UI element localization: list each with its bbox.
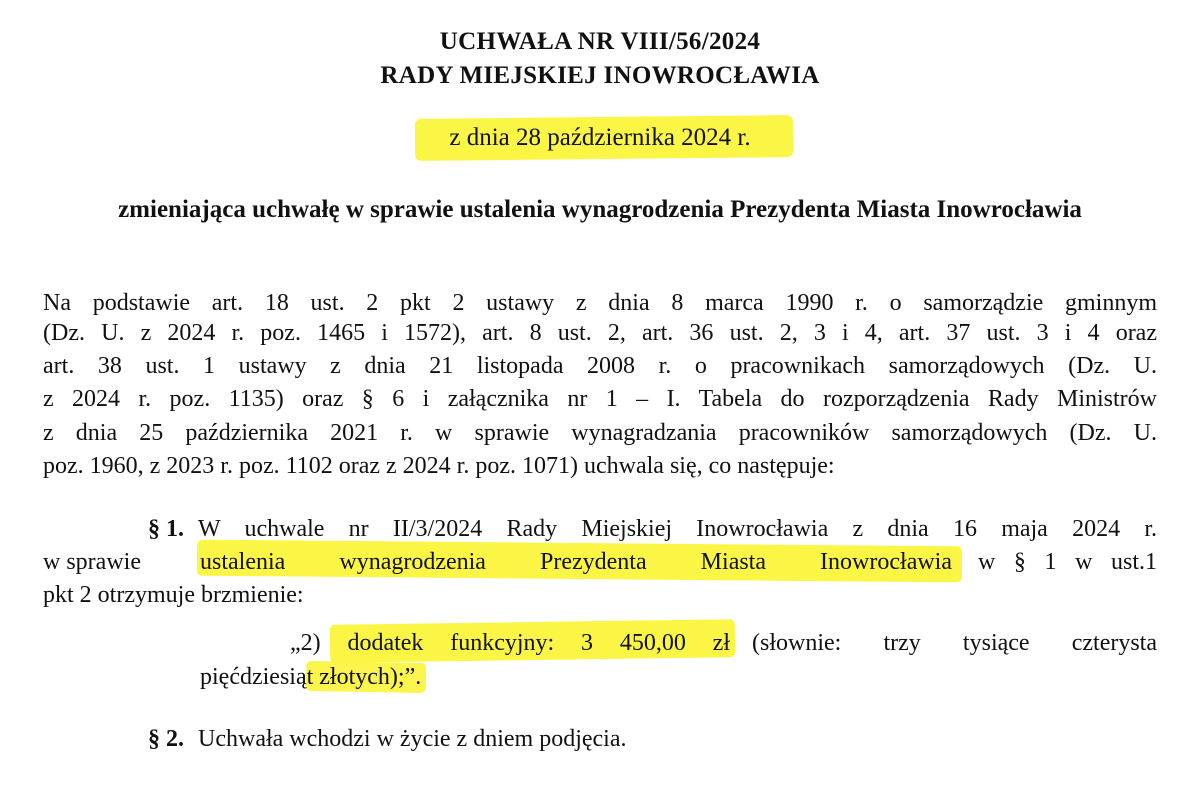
paragraph-2-text: Uchwała wchodzi w życie z dniem podjęcia. [198, 726, 627, 752]
paragraph-1-text: w § 1 w ust.1 [978, 549, 1157, 575]
allowance-words: (słownie: trzy tysiące czterysta [752, 630, 1157, 656]
resolution-number: UCHWAŁA NR VIII/56/2024 [439, 28, 761, 55]
preamble-line: z dnia 25 października 2021 r. w sprawie wynagradzania pracowników samorządowych (Dz. U. [43, 420, 1157, 446]
paragraph-1-mark: § 1. [148, 516, 184, 542]
paragraph-1-line: W uchwale nr II/3/2024 Rady Miejskiej Inowrocławia z dnia 16 maja 2024 r. [198, 516, 1157, 542]
paragraph-2-mark: § 2. [148, 726, 184, 752]
preamble-line: art. 38 ust. 1 ustawy z dnia 21 listopada 2008 r. o pracownikach samorządowych (Dz. U. [43, 353, 1157, 379]
preamble-line: Na podstawie art. 18 ust. 2 pkt 2 ustawy z dnia 8 marca 1990 r. o samorządzie gminnym [43, 290, 1157, 316]
preamble-line: z 2024 r. poz. 1135) oraz § 6 i załącznika nr 1 – I. Tabela do rozporządzenia Rady Ministrów [43, 386, 1157, 412]
resolution-date: z dnia 28 października 2024 r. [449, 124, 751, 151]
paragraph-1-text: w sprawie [43, 549, 141, 575]
allowance-words-cont: pięćdziesiąt złotych);”. [200, 664, 422, 690]
allowance-amount: „2) dodatek funkcyjny: 3 450,00 zł [290, 630, 730, 656]
paragraph-1-highlighted-subject: ustalenia wynagrodzenia Prezydenta Miasta Inowrocławia [200, 549, 952, 575]
preamble-line: (Dz. U. z 2024 r. poz. 1465 i 1572), art. 8 ust. 2, art. 36 ust. 2, 3 i 4, art. 37 ust. 3 i 4 oraz [43, 320, 1157, 346]
council-name: RADY MIEJSKIEJ INOWROCŁAWIA [380, 62, 820, 89]
resolution-subject: zmieniająca uchwałę w sprawie ustalenia wynagrodzenia Prezydenta Miasta Inowrocławia [118, 196, 1082, 223]
preamble-line: poz. 1960, z 2023 r. poz. 1102 oraz z 2024 r. poz. 1071) uchwala się, co następuje: [43, 453, 835, 479]
paragraph-1-text: pkt 2 otrzymuje brzmienie: [43, 582, 304, 608]
